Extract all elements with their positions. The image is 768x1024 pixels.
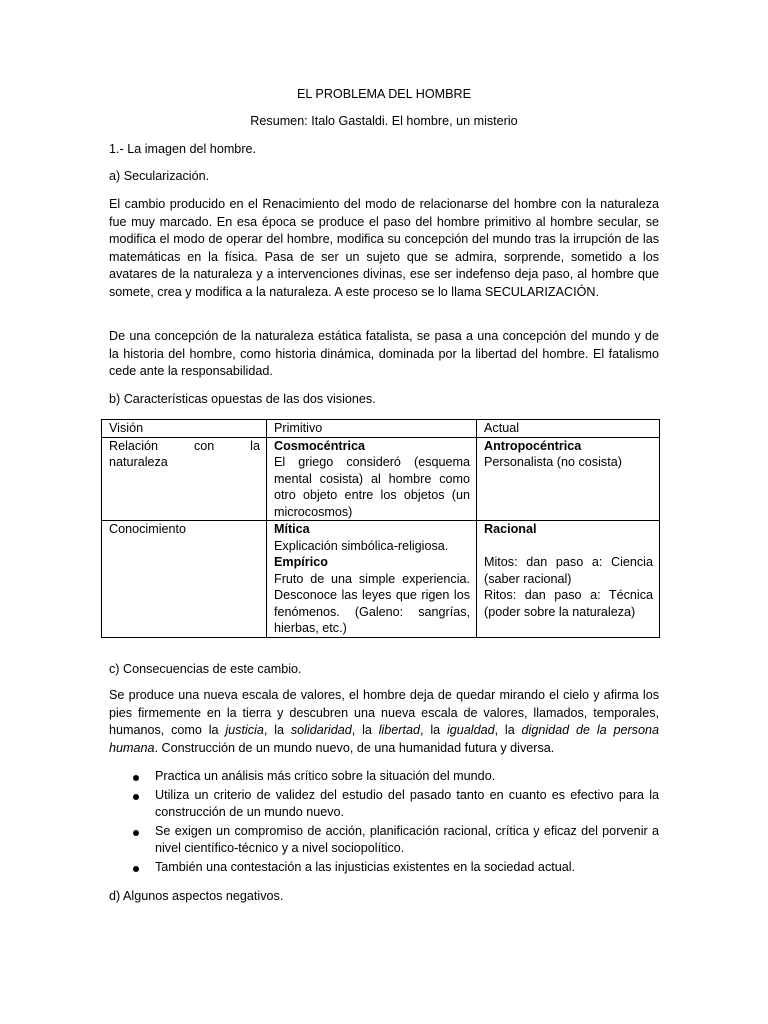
text-run-italic: igualdad <box>446 723 495 737</box>
bullet-icon <box>133 775 139 781</box>
text-run: Se produce una nueva escala de valores, el hombre deja de quedar mirando el cielo y afirma los pies firmemente en la tierra y descubren una nueva escala de valores, llamados, temporales, humanos, como la <box>109 688 659 737</box>
cell-text: Fruto de una simple experiencia. Desconoce las leyes que rigen los fenómenos. (Galeno: sangrías, hierbas, etc.) <box>274 571 470 635</box>
list-item <box>109 787 659 822</box>
bullet-icon <box>133 866 139 872</box>
cell-title: Racional <box>484 522 537 536</box>
section-heading-b: b) Características opuestas de las dos visiones. <box>109 392 376 406</box>
text-run: , la <box>420 723 447 737</box>
table-row <box>102 437 660 521</box>
table-cell-vision: Conocimiento <box>102 521 267 638</box>
table-cell-actual <box>477 437 660 521</box>
cell-title: Empírico <box>274 555 328 569</box>
section-heading-a: a) Secularización. <box>109 169 210 183</box>
table-cell-vision <box>102 437 267 521</box>
table-cell-actual <box>477 521 660 638</box>
cell-title: Mítica <box>274 522 310 536</box>
cell-text: Ritos: dan paso a: Técnica (poder sobre la naturaleza) <box>484 588 653 619</box>
vision-word: con <box>193 438 215 453</box>
table-cell-primitivo <box>267 437 477 521</box>
vision-word: la <box>250 438 260 453</box>
cell-spacer <box>484 538 653 555</box>
paragraph-fatalismo: De una concepción de la naturaleza estática fatalista, se pasa a una concepción del mundo y de la historia del hombre, como historia dinámica, dominada por la libertad del hombre. El fatalismo cede ante la responsabilidad. <box>109 329 659 378</box>
table-header-actual: Actual <box>477 420 660 438</box>
table-header-vision: Visión <box>102 420 267 438</box>
text-run-italic: dignidad de la persona humana <box>109 723 659 755</box>
list-item-text: Se exigen un compromiso de acción, planificación racional, crítica y eficaz del porvenir a nivel científico-técnico y a nivel sociopolítico. <box>155 823 659 855</box>
section-heading-1: 1.- La imagen del hombre. <box>109 142 257 156</box>
cell-text: Personalista (no cosista) <box>484 455 622 469</box>
vision-word: Relación <box>109 438 159 453</box>
bullet-icon <box>133 830 139 836</box>
bullet-icon <box>133 794 139 800</box>
list-item-text: También una contestación a las injusticias existentes en la sociedad actual. <box>155 859 576 874</box>
consequences-list <box>109 768 659 877</box>
list-item-text: Practica un análisis más crítico sobre la situación del mundo. <box>155 769 496 783</box>
comparison-table <box>101 419 660 638</box>
section-heading-c: c) Consecuencias de este cambio. <box>109 662 302 676</box>
text-run-italic: justicia <box>225 723 264 737</box>
table-header-primitivo: Primitivo <box>267 420 477 438</box>
vision-line-2: naturaleza <box>109 455 168 469</box>
text-run: , la <box>494 723 522 737</box>
document-subtitle: Resumen: Italo Gastaldi. El hombre, un misterio <box>250 114 518 128</box>
cell-text: Explicación simbólica-religiosa. <box>274 538 449 553</box>
list-item <box>109 768 659 786</box>
text-run: , la <box>351 723 379 737</box>
table-row <box>102 521 660 638</box>
cell-text: El griego consideró (esquema mental cosista) al hombre como otro objeto entre los objetos (un microcosmos) <box>274 455 470 519</box>
list-item-text: Utiliza un criterio de validez del estudio del pasado tanto en cuanto es efectivo para la construcción de un mundo nuevo. <box>155 787 659 819</box>
section-heading-d: d) Algunos aspectos negativos. <box>109 889 284 903</box>
vision-line-1 <box>109 438 260 455</box>
text-run: . Construcción de un mundo nuevo, de una humanidad futura y diversa. <box>154 740 555 755</box>
table-cell-primitivo <box>267 521 477 638</box>
paragraph-consecuencias <box>109 687 659 757</box>
cell-title: Antropocéntrica <box>484 438 582 453</box>
text-run-italic: libertad <box>378 723 421 737</box>
cell-text: Mitos: dan paso a: Ciencia (saber racional) <box>484 555 653 586</box>
list-item <box>109 859 659 877</box>
table-header-row <box>102 420 660 438</box>
cell-title: Cosmocéntrica <box>274 438 365 453</box>
list-item <box>109 823 659 858</box>
document-title: EL PROBLEMA DEL HOMBRE <box>296 87 472 101</box>
paragraph-secularizacion: El cambio producido en el Renacimiento del modo de relacionarse del hombre con la naturaleza fue muy marcado. En esa época se produce el paso del hombre primitivo al hombre secular, se modifica el modo de operar del hombre, modifica su concepción del mundo tras la irrupción de las matemáticas en la física. Pasa de ser un sujeto que se admira, sorprende, sometido a los avatares de la naturaleza y a intervenciones divinas, ese ser indefenso deja paso, al hombre que somete, crea y modifica a la naturaleza. A este proceso se lo llama SECULARIZACIÓN. <box>109 197 659 299</box>
text-run-italic: solidaridad <box>290 723 352 737</box>
text-run: , la <box>263 723 291 737</box>
